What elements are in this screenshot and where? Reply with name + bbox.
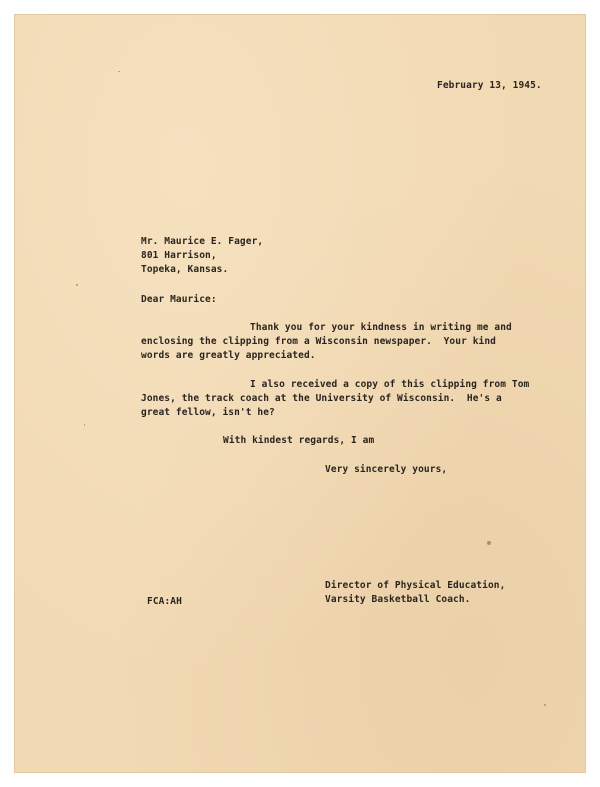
paragraph-2-line-1: I also received a copy of this clipping from Tom bbox=[250, 379, 530, 390]
letter-date: February 13, 1945. bbox=[437, 80, 542, 91]
paragraph-2-line-2: Jones, the track coach at the University of Wisconsin. He's a bbox=[141, 393, 502, 404]
paper-speck bbox=[544, 704, 546, 706]
paragraph-3-line-1: With kindest regards, I am bbox=[223, 435, 375, 446]
closing: Very sincerely yours, bbox=[325, 464, 448, 475]
typist-initials: FCA:AH bbox=[147, 596, 182, 607]
paragraph-1-line-2: enclosing the clipping from a Wisconsin newspaper. Your kind bbox=[141, 336, 496, 347]
letter-page bbox=[14, 14, 586, 773]
paragraph-1-line-1: Thank you for your kindness in writing me and bbox=[250, 322, 512, 333]
recipient-city: Topeka, Kansas. bbox=[141, 264, 229, 275]
salutation: Dear Maurice: bbox=[141, 294, 217, 305]
paragraph-2-line-3: great fellow, isn't he? bbox=[141, 407, 275, 418]
paper-speck bbox=[84, 424, 85, 426]
paper-speck bbox=[76, 284, 78, 286]
paper-speck bbox=[118, 71, 120, 72]
recipient-street: 801 Harrison, bbox=[141, 250, 217, 261]
paragraph-1-line-3: words are greatly appreciated. bbox=[141, 350, 316, 361]
recipient-name: Mr. Maurice E. Fager, bbox=[141, 236, 264, 247]
signature-title-line-2: Varsity Basketball Coach. bbox=[325, 594, 471, 605]
signature-title-line-1: Director of Physical Education, bbox=[325, 580, 506, 591]
paper-speck bbox=[487, 541, 491, 545]
